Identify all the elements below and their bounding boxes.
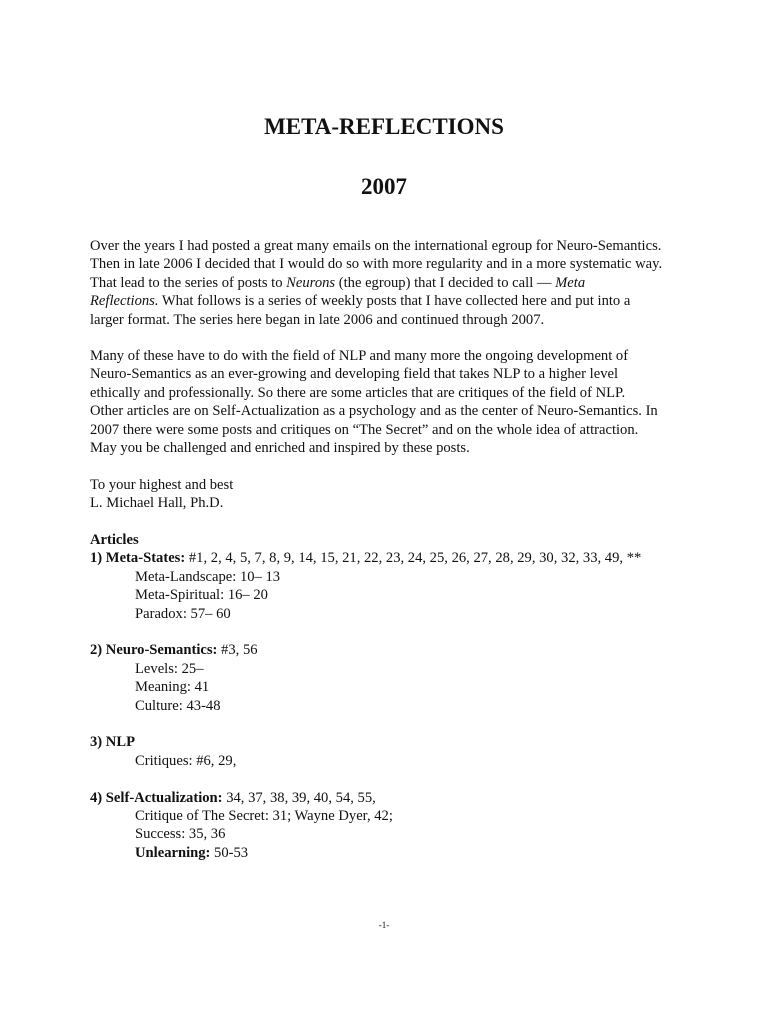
subtopic-item: Critiques: #6, 29, xyxy=(135,752,237,769)
spacer xyxy=(90,623,710,641)
signoff-greeting: To your highest and best xyxy=(90,477,234,493)
spacer xyxy=(90,715,710,733)
reflections-emphasis: Reflections. xyxy=(90,293,159,310)
subtopic-item: Culture: 43-48 xyxy=(135,697,221,714)
document-title: META-REFLECTIONS xyxy=(264,114,504,139)
section-label: 1) Meta-States: xyxy=(90,550,186,567)
subtopic-item: Meaning: 41 xyxy=(135,679,210,696)
meta-emphasis: Meta xyxy=(555,274,586,291)
section-neuro-semantics xyxy=(90,641,710,659)
scope-line-1: Many of these have to do with the field of NLP and many more the ongoing development of xyxy=(90,348,629,364)
section-label: 4) Self-Actualization: xyxy=(90,789,223,806)
articles-heading: Articles xyxy=(90,532,139,548)
intro-line-4 xyxy=(90,292,690,310)
section-self-actualization xyxy=(90,789,710,807)
author-name: L. Michael Hall, Ph.D. xyxy=(90,495,224,512)
intro-line-3 xyxy=(90,274,690,292)
intro-line-1: Over the years I had posted a great many emails on the international egroup for Neuro-Semantics. xyxy=(90,238,662,254)
spacer xyxy=(90,770,710,788)
intro-line-2: Then in late 2006 I decided that I would do so with more regularity and in a more systematic way. xyxy=(90,256,663,273)
subtopic-unlearning xyxy=(90,844,710,862)
scope-line-5: 2007 there were some posts and critiques on “The Secret” and on the whole idea of attraction. xyxy=(90,421,639,438)
intro-line-4-text: What follows is a series of weekly posts that I have collected here and put into a xyxy=(158,293,631,310)
signoff xyxy=(90,476,690,513)
section-label: 2) Neuro-Semantics: xyxy=(90,642,218,659)
subtopic-item: Meta-Landscape: 10– 13 xyxy=(135,568,281,585)
scope-line-3: ethically and professionally. So there are some articles that are critiques of the field of NLP. xyxy=(90,384,626,401)
subtopic-item: Levels: 25– xyxy=(135,660,204,677)
intro-line-5: larger format. The series here began in late 2006 and continued through 2007. xyxy=(90,311,545,328)
subtopic-item: Paradox: 57– 60 xyxy=(135,605,231,622)
section-value: #1, 2, 4, 5, 7, 8, 9, 14, 15, 21, 22, 23, 24, 25, 26, 27, 28, 29, 30, 32, 33, 49, ** xyxy=(185,550,642,567)
subtopic-label: Unlearning: xyxy=(135,844,211,861)
scope-paragraph xyxy=(90,347,690,457)
page-number: -1- xyxy=(378,920,390,930)
subtopic-value: 50-53 xyxy=(210,844,249,861)
intro-paragraph xyxy=(90,237,690,329)
scope-line-4: Other articles are on Self-Actualization as a psychology and as the center of Neuro-Semantics. In xyxy=(90,403,658,420)
document-year: 2007 xyxy=(361,174,407,199)
neurons-emphasis: Neurons xyxy=(286,274,336,291)
scope-line-6: May you be challenged and enriched and inspired by these posts. xyxy=(90,440,470,457)
intro-line-3-text-b: (the egroup) that I decided to call — xyxy=(335,274,556,291)
articles-list xyxy=(90,531,710,862)
subtopic-item: Success: 35, 36 xyxy=(135,826,226,843)
section-value: 34, 37, 38, 39, 40, 54, 55, xyxy=(222,789,376,806)
intro-line-3-text: That lead to the series of posts to xyxy=(90,274,287,291)
section-meta-states xyxy=(90,549,710,567)
subtopic-item: Critique of The Secret: 31; Wayne Dyer, 42; xyxy=(135,808,393,825)
scope-line-2: Neuro-Semantics as an ever-growing and developing field that takes NLP to a higher level xyxy=(90,366,619,383)
section-nlp: 3) NLP xyxy=(90,734,135,751)
subtopic-item: Meta-Spiritual: 16– 20 xyxy=(135,587,268,604)
section-value: #3, 56 xyxy=(217,642,258,659)
